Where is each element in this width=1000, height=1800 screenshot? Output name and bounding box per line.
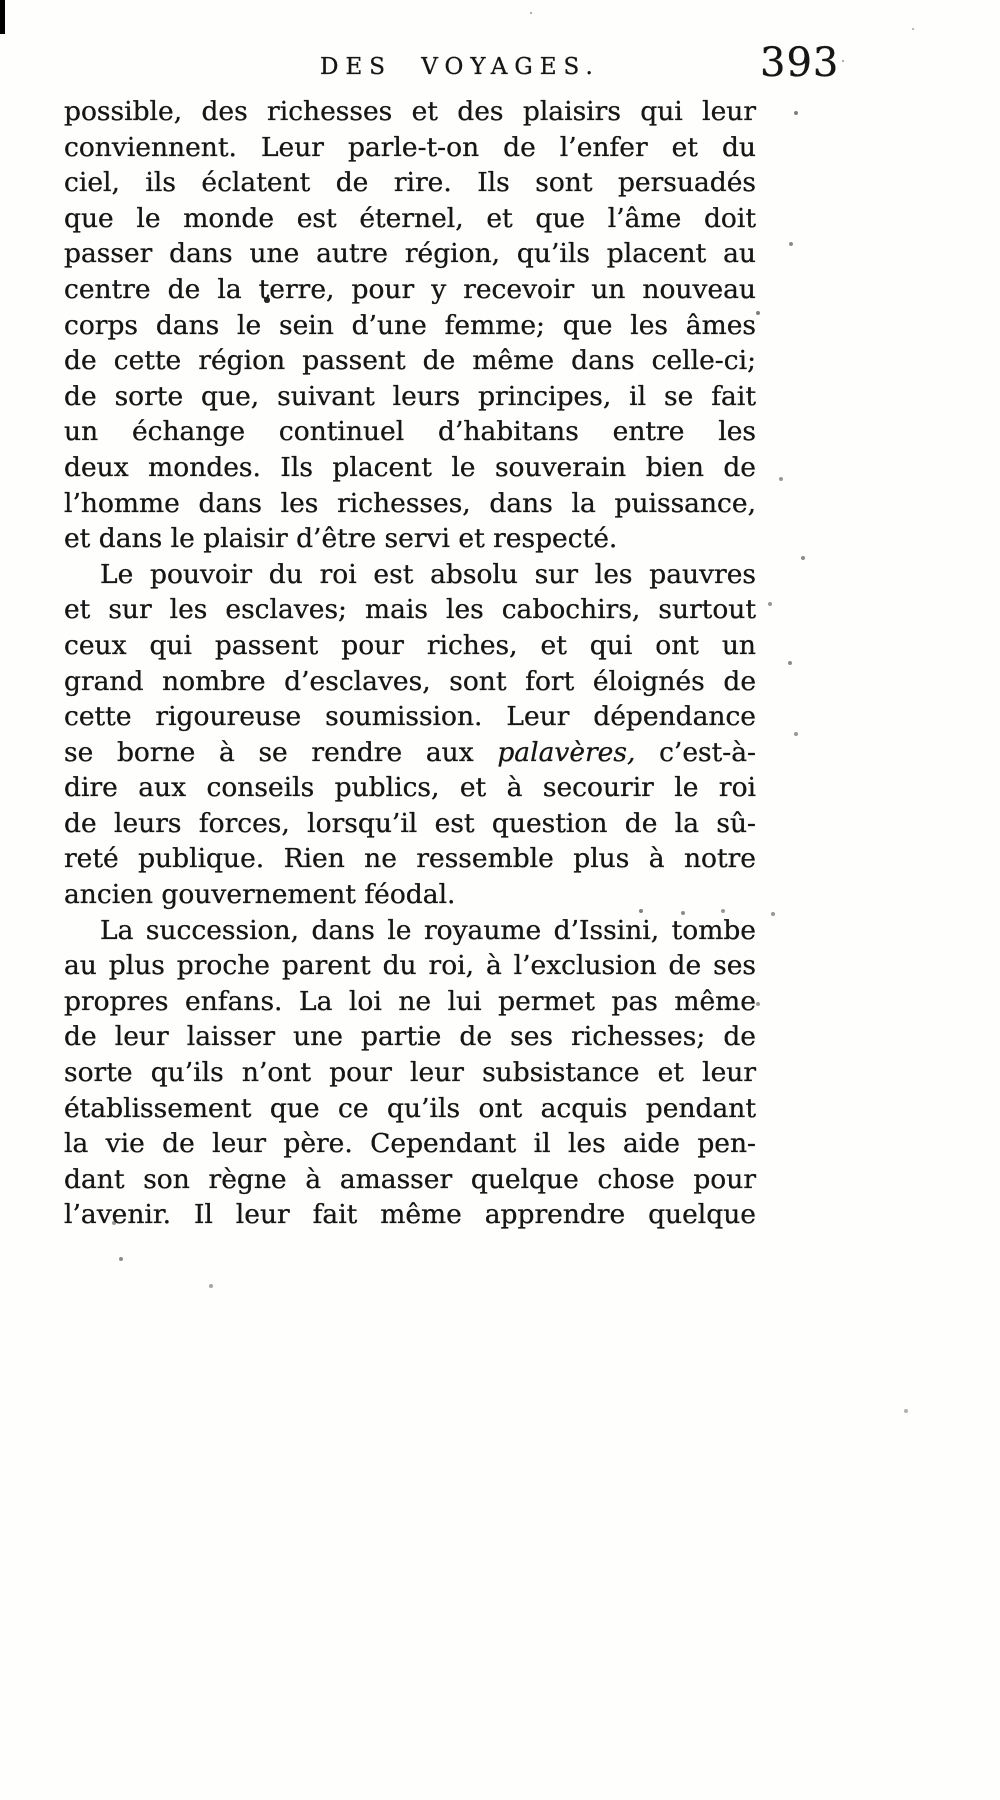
text-segment: sorte qu’ils n’ont pour leur subsistance et leur xyxy=(64,1057,756,1089)
text-line xyxy=(64,1091,756,1127)
text-line xyxy=(64,201,756,237)
text-line xyxy=(64,664,756,700)
text-line xyxy=(64,486,756,522)
text-segment: de cette région passent de même dans celle-ci; xyxy=(64,345,756,377)
text-line xyxy=(64,236,756,272)
text-segment: et sur les esclaves; mais les cabochirs, surtout xyxy=(64,594,756,626)
text-segment: cette rigoureuse soumission. Leur dépendance xyxy=(64,701,756,733)
running-head: DES VOYAGES. xyxy=(320,54,600,80)
text-segment: la vie de leur père. Cependant il les aide pen- xyxy=(64,1128,756,1160)
text-line xyxy=(64,557,756,593)
text-line xyxy=(64,877,756,913)
text-segment: conviennent. Leur parle-t-on de l’enfer et du xyxy=(64,131,756,163)
text-line xyxy=(64,414,756,450)
text-line xyxy=(64,628,756,664)
text-line xyxy=(64,308,756,344)
text-segment: centre de la terre, pour y recevoir un nouveau xyxy=(64,273,756,305)
text-line xyxy=(64,521,756,557)
text-segment: reté publique. Rien ne ressemble plus à notre xyxy=(64,843,756,875)
text-segment: un échange continuel d’habitans entre les xyxy=(64,416,756,448)
text-line xyxy=(64,948,756,984)
text-line xyxy=(64,1019,756,1055)
text-segment: Le pouvoir du roi est absolu sur les pauvres xyxy=(100,558,756,590)
text-segment: grand nombre d’esclaves, sont fort éloignés de xyxy=(64,665,756,697)
text-segment: au plus proche parent du roi, à l’exclusion de ses xyxy=(64,950,756,982)
text-segment: possible, des richesses et des plaisirs qui leur xyxy=(64,96,756,127)
text-segment: ceux qui passent pour riches, et qui ont un xyxy=(64,629,756,661)
text-line xyxy=(64,1055,756,1091)
text-line xyxy=(64,94,756,130)
text-line xyxy=(64,343,756,379)
text-line xyxy=(64,165,756,201)
text-line xyxy=(64,735,756,771)
text-segment: passer dans une autre région, qu’ils placent au xyxy=(64,238,756,270)
text-segment: ciel, ils éclatent de rire. Ils sont persuadés xyxy=(64,167,756,199)
text-segment: et dans le plaisir d’être servi et respecté. xyxy=(64,523,618,555)
text-segment: de sorte que, suivant leurs principes, il se fait xyxy=(64,380,756,412)
text-segment: c’est-à- xyxy=(635,736,756,768)
text-segment: l’avenir. Il leur fait même apprendre quelque xyxy=(64,1199,756,1231)
text-segment: ancien gouvernement féodal. xyxy=(64,879,456,911)
text-segment: se borne à se rendre aux xyxy=(64,736,498,768)
text-segment: corps dans le sein d’une femme; que les âmes xyxy=(64,309,756,341)
text-segment: établissement que ce qu’ils ont acquis pendant xyxy=(64,1092,756,1124)
text-line xyxy=(64,1126,756,1162)
text-line xyxy=(64,1162,756,1198)
italic-term: palavères, xyxy=(497,736,636,768)
text-line xyxy=(64,984,756,1020)
text-segment: deux mondes. Ils placent le souverain bien de xyxy=(64,451,756,483)
text-segment: La succession, dans le royaume d’Issini, tombe xyxy=(100,914,756,946)
text-segment: dant son règne à amasser quelque chose pour xyxy=(64,1163,756,1195)
text-line xyxy=(64,770,756,806)
text-line xyxy=(64,1197,756,1233)
text-segment: l’homme dans les richesses, dans la puissance, xyxy=(64,487,756,519)
scan-edge-artifact xyxy=(0,0,5,34)
text-line xyxy=(64,379,756,415)
text-line xyxy=(64,699,756,735)
text-block xyxy=(64,94,756,1233)
text-line xyxy=(64,841,756,877)
page-number: 393 xyxy=(760,40,840,86)
text-line xyxy=(64,272,756,308)
text-line xyxy=(64,130,756,166)
scan-noise-specks xyxy=(0,0,2,2)
text-segment: de leurs forces, lorsqu’il est question de la sû- xyxy=(64,807,756,839)
text-line xyxy=(64,450,756,486)
text-line xyxy=(64,806,756,842)
text-segment: propres enfans. La loi ne lui permet pas même xyxy=(64,985,756,1017)
text-segment: dire aux conseils publics, et à secourir le roi xyxy=(64,772,756,804)
text-segment: que le monde est éternel, et que l’âme doit xyxy=(64,202,756,234)
text-line xyxy=(64,592,756,628)
text-segment: de leur laisser une partie de ses richesses; de xyxy=(64,1021,756,1053)
text-line xyxy=(64,913,756,949)
